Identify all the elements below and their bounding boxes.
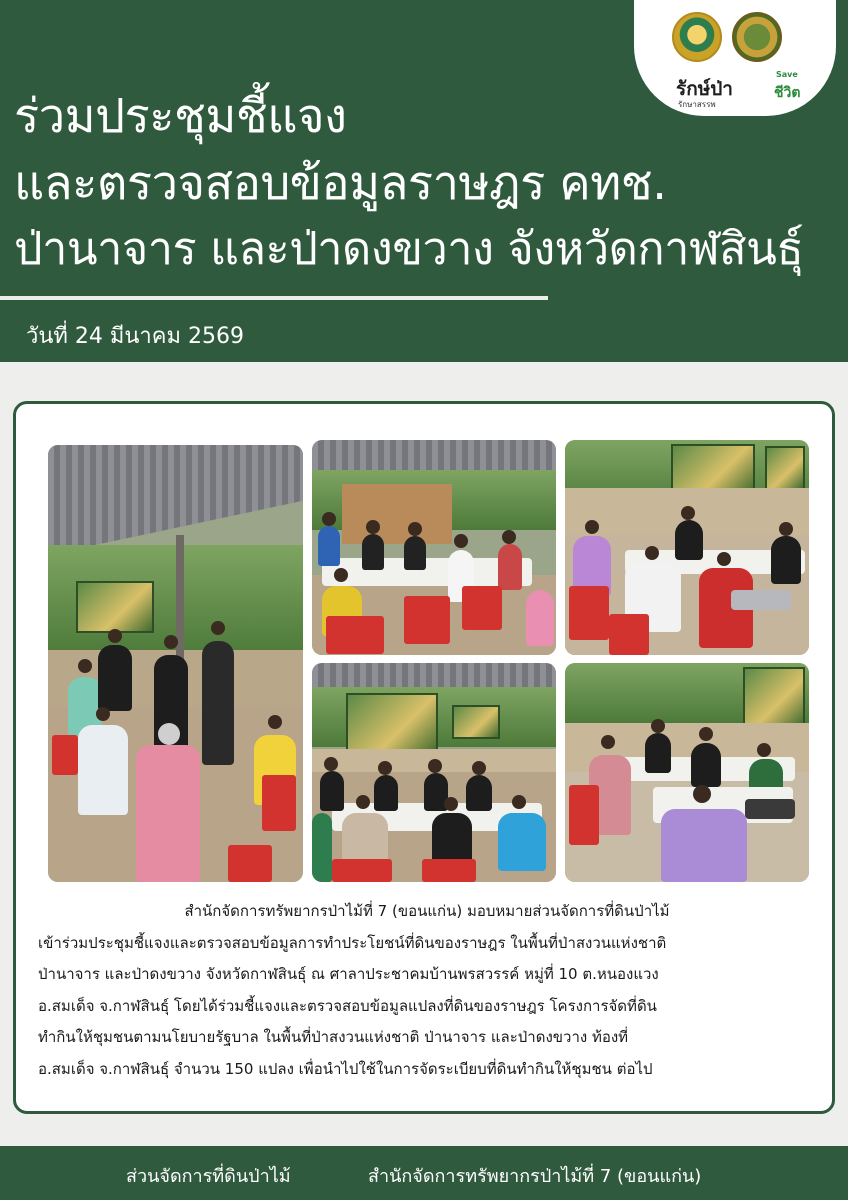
royal-forest-department-emblem-icon (672, 12, 722, 62)
header-banner (0, 0, 848, 362)
logo-badge (634, 0, 836, 116)
meeting-photo-outdoor-hall (48, 445, 303, 882)
logo-word-main: รักษ์ป่า (676, 78, 733, 100)
meeting-photo-laptop-registration (565, 440, 809, 655)
logo-word-life: ชีวิต (774, 85, 801, 101)
body-line-3: ป่านาจาร และป่าดงขวาง จังหวัดกาฬสินธุ์ ณ ศาลาประชาคมบ้านพรสวรรค์ หมู่ที่ 10 ต.หนองแวง (38, 965, 659, 983)
content-card (13, 401, 835, 1114)
event-date: วันที่ 24 มีนาคม 2569 (26, 324, 244, 349)
meeting-photo-tables-group (312, 440, 556, 655)
forest-seal-emblem-icon (732, 12, 782, 62)
meeting-photo-banner-tables (312, 663, 556, 882)
title-line-3: ป่านาจาร และป่าดงขวาง จังหวัดกาฬสินธุ์ (14, 222, 804, 275)
title-line-1: ร่วมประชุมชี้แจง (14, 89, 347, 144)
body-line-5: ทำกินให้ชุมชนตามนโยบายรัฐบาล ในพื้นที่ป่าสงวนแห่งชาติ ป่านาจาร และป่าดงขวาง ท้องที่ (38, 1028, 629, 1046)
title-line-2: และตรวจสอบข้อมูลราษฎร คทช. (14, 156, 667, 211)
meeting-photo-data-check (565, 663, 809, 882)
body-line-1: สำนักจัดการทรัพยากรป่าไม้ที่ 7 (ขอนแก่น) มอบหมายส่วนจัดการที่ดินป่าไม้ (184, 902, 670, 920)
body-line-6: อ.สมเด็จ จ.กาฬสินธุ์ จำนวน 150 แปลง เพื่อนำไปใช้ในการจัดระเบียบที่ดินทำกินให้ชุมชน ต่อไป (38, 1059, 653, 1078)
logo-word-save: Save (776, 70, 798, 79)
footer-office-name: สำนักจัดการทรัพยากรป่าไม้ที่ 7 (ขอนแก่น) (368, 1166, 702, 1187)
footer-division-name: ส่วนจัดการที่ดินป่าไม้ (126, 1166, 291, 1187)
title-divider (0, 296, 548, 300)
footer-bar (0, 1146, 848, 1200)
news-body-text (38, 896, 816, 1085)
body-line-4: อ.สมเด็จ จ.กาฬสินธุ์ โดยได้ร่วมชี้แจงและตรวจสอบข้อมูลแปลงที่ดินของราษฎร โครงการจัดที่ดิน (38, 996, 657, 1015)
body-line-2: เข้าร่วมประชุมชี้แจงและตรวจสอบข้อมูลการทำประโยชน์ที่ดินของราษฎร ในพื้นที่ป่าสงวนแห่งชาติ (38, 933, 667, 952)
logo-word-sub: รักษาสรรพ (678, 100, 716, 109)
